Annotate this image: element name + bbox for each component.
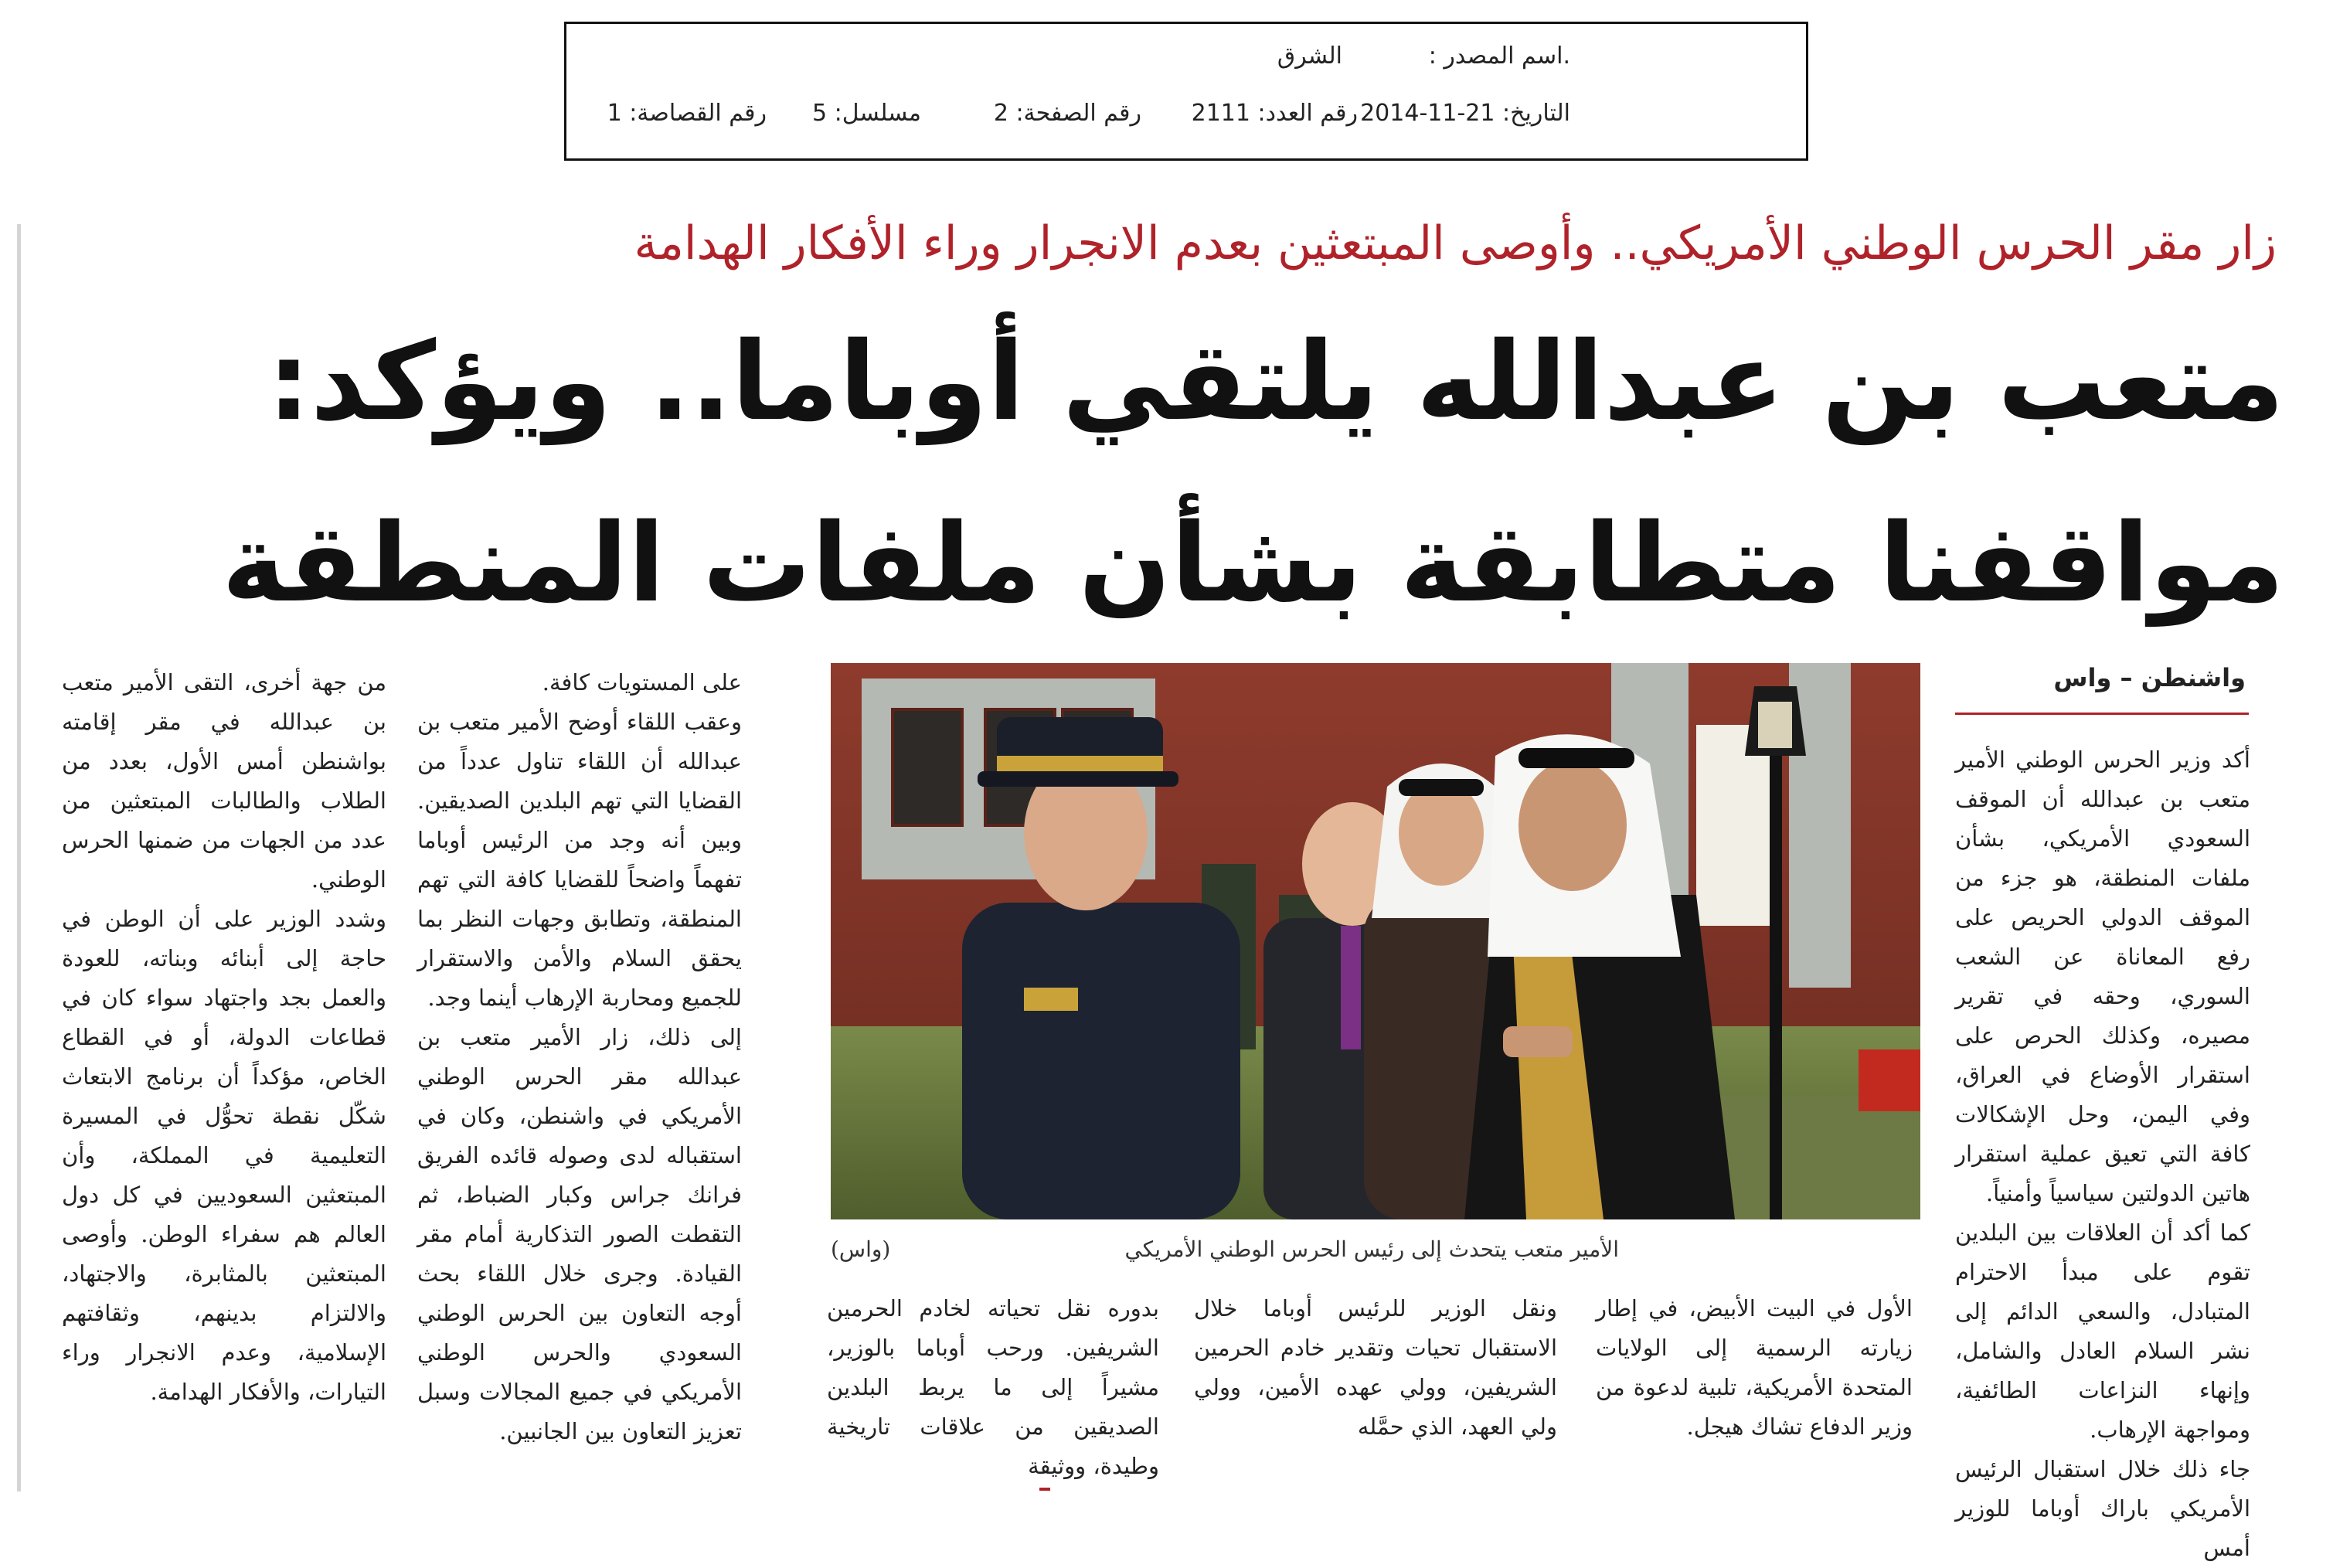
- article-column-left: [62, 663, 386, 1474]
- page-marker: [1039, 1488, 1050, 1491]
- headline-line-1: متعب بن عبدالله يلتقي أوباما.. ويؤكد:: [267, 319, 2284, 445]
- headline-line-2: مواقفنا متطابقة بشأن ملفات المنطقة: [221, 501, 2284, 627]
- paragraph: من جهة أخرى، التقى الأمير متعب بن عبدالله في مقر إقامته بواشنطن أمس الأول، بعدد من الطلاب والطالبات المبتعثين من عدد من الجهات من ضمنها الحرس الوطني.: [62, 669, 386, 893]
- paragraph: كما أكد أن العلاقات بين البلدين تقوم على مبدأ الاحترام المتبادل، والسعي الدائم إلى نشر السلام العادل والشامل، وإنهاء النزاعات الطائفية، ومواجهة الإرهاب.: [1955, 1219, 2250, 1443]
- photo-credit: (واس): [831, 1236, 891, 1262]
- paragraph: الأول في البيت الأبيض، في إطار زيارته الرسمية إلى الولايات المتحدة الأمريكية، تلبية لدعوة من وزير الدفاع تشاك هيجل.: [1596, 1295, 1913, 1440]
- source-label: .اسم المصدر :: [1428, 43, 1570, 70]
- article-column-right: [1955, 740, 2250, 1561]
- serial-field: مسلسل: 5: [812, 100, 921, 127]
- article-photo: [831, 663, 1920, 1219]
- dateline-underline: [1955, 713, 2249, 715]
- photo-caption: الأمير متعب يتحدث إلى رئيس الحرس الوطني الأمريكي: [1124, 1236, 1619, 1262]
- source-info-box: [564, 22, 1808, 161]
- article-kicker: زار مقر الحرس الوطني الأمريكي.. وأوصى المبتعثين بعدم الانجرار وراء الأفكار الهدامة: [634, 216, 2277, 270]
- issue-field: رقم العدد: 2111: [1191, 100, 1358, 127]
- page-field: رقم الصفحة: 2: [993, 100, 1141, 127]
- article-column-bottom-3: [827, 1289, 1159, 1479]
- photo-illustration: [831, 663, 1920, 1219]
- paragraph: أكد وزير الحرس الوطني الأمير متعب بن عبدالله أن الموقف السعودي الأمريكي، بشأن ملفات المنطقة، هو جزء من الموقف الدولي الحريص على رفع المعاناة عن الشعب السوري، وحقه في تقرير مصيره، وكذلك الحرص على استقرار الأوضاع في العراق، وفي اليمن، وحل الإشكالات كافة التي تعيق عملية استقرار هاتين الدولتين سياسياً وأمنياً.: [1955, 747, 2250, 1206]
- column-rule: [17, 224, 21, 1491]
- paragraph: ونقل الوزير للرئيس أوباما خلال الاستقبال تحيات وتقدير خادم الحرمين الشريفين، وولي عهده الأمين، وولي ولي العهد، الذي حمَّله: [1194, 1295, 1557, 1440]
- paragraph: إلى ذلك، زار الأمير متعب بن عبدالله مقر الحرس الوطني الأمريكي في واشنطن، وكان في استقباله لدى وصوله قائده الفريق فرانك جراس وكبار الضباط، ثم التقطت الصور التذكارية أمام مقر القيادة. وجرى خلال اللقاء بحث أوجه التعاون بين الحرس الوطني السعودي والحرس الوطني الأمريكي في جميع المجالات وسبل تعزيز التعاون بين الجانبين.: [417, 1024, 742, 1444]
- clip-field: رقم القصاصة: 1: [607, 100, 767, 127]
- article-column-bottom-1: [1596, 1289, 1913, 1474]
- paragraph: بدوره نقل تحياته لخادم الحرمين الشريفين. ورحب أوباما بالوزير، مشيراً إلى ما يربط البلدين الصديقين من علاقات تاريخية وطيدة، ووثيقة: [827, 1295, 1159, 1479]
- paragraph: وعقب اللقاء أوضح الأمير متعب بن عبدالله أن اللقاء تناول عدداً من القضايا التي تهم البلدين الصديقين. وبين أنه وجد من الرئيس أوباما تفهماً واضحاً للقضايا كافة التي تهم المنطقة، وتطابق وجهات النظر بما يحقق السلام والأمن والاستقرار للجميع ومحاربة الإرهاب أينما وجد.: [417, 709, 742, 1011]
- paragraph: على المستويات كافة.: [542, 669, 742, 696]
- dateline: واشنطن – واس: [2053, 663, 2246, 692]
- article-column-middle: [417, 663, 742, 1474]
- date-field: التاريخ: 21-11-2014: [1360, 100, 1570, 127]
- source-value: الشرق: [1277, 43, 1342, 70]
- paragraph: جاء ذلك خلال استقبال الرئيس الأمريكي باراك أوباما للوزير أمس: [1955, 1456, 2250, 1561]
- article-column-bottom-2: [1194, 1289, 1557, 1474]
- paragraph: وشدد الوزير على أن الوطن في حاجة إلى أبنائه وبناته، للعودة والعمل بجد واجتهاد سواء كان في قطاعات الدولة، أو في القطاع الخاص، مؤكداً أن برنامج الابتعاث شكّل نقطة تحوُّل في المسيرة التعليمية في المملكة، وأن المبتعثين السعوديين في كل دول العالم هم سفراء الوطن. وأوصى المبتعثين بالمثابرة، والاجتهاد، والالتزام بدينهم، وثقافتهم الإسلامية، وعدم الانجرار وراء التيارات، والأفكار الهدامة.: [62, 906, 386, 1405]
